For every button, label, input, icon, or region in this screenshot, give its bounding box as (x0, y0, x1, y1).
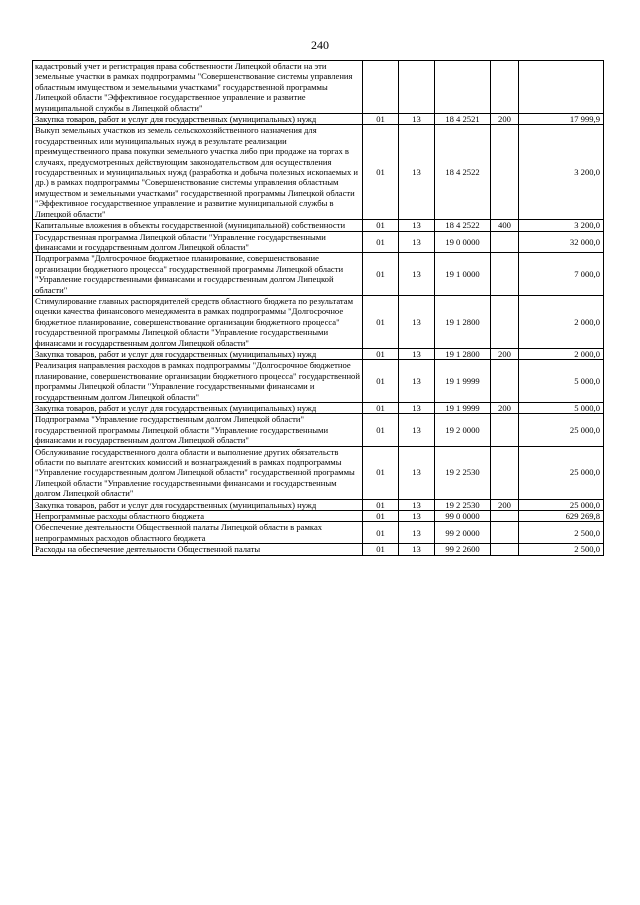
amount-cell: 32 000,0 (519, 231, 604, 253)
target-article-cell: 99 2 0000 (435, 522, 491, 544)
target-article-cell: 19 1 2800 (435, 348, 491, 359)
table-row (33, 522, 604, 544)
description-cell: Закупка товаров, работ и услуг для государственных (муниципальных) нужд (33, 499, 363, 510)
amount-cell: 7 000,0 (519, 253, 604, 296)
description-cell: Закупка товаров, работ и услуг для государственных (муниципальных) нужд (33, 403, 363, 414)
target-article-cell: 19 0 0000 (435, 231, 491, 253)
table-row (33, 403, 604, 414)
subsection-code-cell: 13 (399, 295, 435, 348)
subsection-code-cell: 13 (399, 231, 435, 253)
description-cell: Обслуживание государственного долга области и выполнение других обязательств области по выплате агентских комиссий и вознаграждений в рамках подпрограммы "Управление государственным долгом Липецкой области" государственной программы Липецкой области "Управление государственными финансами и государственным долгом Липецкой области" (33, 446, 363, 499)
expense-type-cell (491, 61, 519, 114)
amount-cell: 629 269,8 (519, 511, 604, 522)
section-code-cell: 01 (363, 360, 399, 403)
section-code-cell: 01 (363, 231, 399, 253)
description-cell: Расходы на обеспечение деятельности Общественной палаты (33, 544, 363, 555)
table-row (33, 348, 604, 359)
description-cell: Подпрограмма "Управление государственным долгом Липецкой области" государственной программы Липецкой области "Управление государственными финансами и государственным долгом Липецкой области" (33, 414, 363, 446)
amount-cell: 2 500,0 (519, 544, 604, 555)
subsection-code-cell: 13 (399, 446, 435, 499)
target-article-cell: 19 1 9999 (435, 360, 491, 403)
subsection-code-cell: 13 (399, 403, 435, 414)
section-code-cell: 01 (363, 125, 399, 220)
description-cell: Непрограммные расходы областного бюджета (33, 511, 363, 522)
expense-type-cell (491, 544, 519, 555)
expense-type-cell: 200 (491, 403, 519, 414)
description-cell: кадастровый учет и регистрация права собственности Липецкой области на эти земельные участки в рамках подпрограммы "Совершенствование системы управления областным имуществом и земельными участками" государственной программы Липецкой области "Эффективное государственное управление и развитие муниципальной службы в Липецкой области" (33, 61, 363, 114)
subsection-code-cell: 13 (399, 522, 435, 544)
section-code-cell: 01 (363, 403, 399, 414)
expense-type-cell: 200 (491, 348, 519, 359)
target-article-cell: 18 4 2521 (435, 114, 491, 125)
section-code-cell: 01 (363, 253, 399, 296)
description-cell: Капитальные вложения в объекты государственной (муниципальной) собственности (33, 220, 363, 231)
table-row (33, 295, 604, 348)
expense-type-cell (491, 414, 519, 446)
section-code-cell: 01 (363, 522, 399, 544)
page-number: 240 (311, 38, 329, 52)
expense-type-cell (491, 295, 519, 348)
amount-cell: 5 000,0 (519, 360, 604, 403)
description-cell: Закупка товаров, работ и услуг для государственных (муниципальных) нужд (33, 114, 363, 125)
description-cell: Обеспечение деятельности Общественной палаты Липецкой области в рамках непрограммных расходов областного бюджета (33, 522, 363, 544)
section-code-cell: 01 (363, 220, 399, 231)
table-row (33, 360, 604, 403)
table-row (33, 231, 604, 253)
description-cell: Выкуп земельных участков из земель сельскохозяйственного назначения для государственных или муниципальных нужд в результате реализации преимущественного права покупки земельного участка либо при продаже на торгах в случаях, предусмотренных действующим законодательством для осуществления государственных и муниципальных нужд (разработка и добыча полезных ископаемых и др.) в рамках подпрограммы "Совершенствование системы управления областным имуществом и земельными участками" государственной программы Липецкой области "Эффективное государственное управление и развитие муниципальной службы в Липецкой области" (33, 125, 363, 220)
amount-cell: 25 000,0 (519, 499, 604, 510)
amount-cell: 25 000,0 (519, 446, 604, 499)
table-row (33, 125, 604, 220)
amount-cell: 17 999,9 (519, 114, 604, 125)
table-row (33, 114, 604, 125)
table-row (33, 414, 604, 446)
expense-type-cell (491, 511, 519, 522)
subsection-code-cell (399, 61, 435, 114)
section-code-cell: 01 (363, 499, 399, 510)
expense-type-cell (491, 125, 519, 220)
target-article-cell (435, 61, 491, 114)
expense-type-cell (491, 231, 519, 253)
subsection-code-cell: 13 (399, 220, 435, 231)
amount-cell: 2 500,0 (519, 522, 604, 544)
target-article-cell: 19 2 2530 (435, 499, 491, 510)
target-article-cell: 18 4 2522 (435, 125, 491, 220)
amount-cell: 25 000,0 (519, 414, 604, 446)
subsection-code-cell: 13 (399, 360, 435, 403)
target-article-cell: 99 2 2600 (435, 544, 491, 555)
target-article-cell: 19 2 0000 (435, 414, 491, 446)
subsection-code-cell: 13 (399, 544, 435, 555)
amount-cell: 2 000,0 (519, 295, 604, 348)
amount-cell: 5 000,0 (519, 403, 604, 414)
section-code-cell: 01 (363, 114, 399, 125)
expense-type-cell (491, 253, 519, 296)
subsection-code-cell: 13 (399, 114, 435, 125)
budget-table-body (33, 61, 604, 556)
expense-type-cell (491, 360, 519, 403)
expense-type-cell: 200 (491, 114, 519, 125)
description-cell: Государственная программа Липецкой области "Управление государственными финансами и государственным долгом Липецкой области" (33, 231, 363, 253)
expense-type-cell: 200 (491, 499, 519, 510)
expense-type-cell (491, 522, 519, 544)
amount-cell: 2 000,0 (519, 348, 604, 359)
section-code-cell: 01 (363, 544, 399, 555)
target-article-cell: 19 1 0000 (435, 253, 491, 296)
table-row (33, 61, 604, 114)
table-row (33, 446, 604, 499)
section-code-cell: 01 (363, 446, 399, 499)
budget-table (32, 60, 604, 556)
amount-cell: 3 200,0 (519, 125, 604, 220)
section-code-cell: 01 (363, 295, 399, 348)
section-code-cell (363, 61, 399, 114)
subsection-code-cell: 13 (399, 253, 435, 296)
subsection-code-cell: 13 (399, 125, 435, 220)
table-row (33, 499, 604, 510)
expense-type-cell: 400 (491, 220, 519, 231)
section-code-cell: 01 (363, 414, 399, 446)
expense-type-cell (491, 446, 519, 499)
amount-cell: 3 200,0 (519, 220, 604, 231)
subsection-code-cell: 13 (399, 348, 435, 359)
subsection-code-cell: 13 (399, 511, 435, 522)
description-cell: Стимулирование главных распорядителей средств областного бюджета по результатам оценки качества финансового менеджмента в рамках подпрограммы "Долгосрочное бюджетное планирование, совершенствование организации бюджетного процесса" государственной программы Липецкой области "Управление государственными финансами и государственным долгом Липецкой области" (33, 295, 363, 348)
table-row (33, 511, 604, 522)
target-article-cell: 99 0 0000 (435, 511, 491, 522)
section-code-cell: 01 (363, 348, 399, 359)
target-article-cell: 19 2 2530 (435, 446, 491, 499)
description-cell: Реализация направления расходов в рамках подпрограммы "Долгосрочное бюджетное планирование, совершенствование организации бюджетного процесса" государственной программы Липецкой области "Управление государственными финансами и государственным долгом Липецкой области" (33, 360, 363, 403)
description-cell: Закупка товаров, работ и услуг для государственных (муниципальных) нужд (33, 348, 363, 359)
subsection-code-cell: 13 (399, 414, 435, 446)
target-article-cell: 19 1 2800 (435, 295, 491, 348)
target-article-cell: 19 1 9999 (435, 403, 491, 414)
description-cell: Подпрограмма "Долгосрочное бюджетное планирование, совершенствование организации бюджетного процесса" государственной программы Липецкой области "Управление государственными финансами и государственным долгом Липецкой области" (33, 253, 363, 296)
table-row (33, 220, 604, 231)
subsection-code-cell: 13 (399, 499, 435, 510)
section-code-cell: 01 (363, 511, 399, 522)
amount-cell (519, 61, 604, 114)
table-row (33, 253, 604, 296)
target-article-cell: 18 4 2522 (435, 220, 491, 231)
table-row (33, 544, 604, 555)
